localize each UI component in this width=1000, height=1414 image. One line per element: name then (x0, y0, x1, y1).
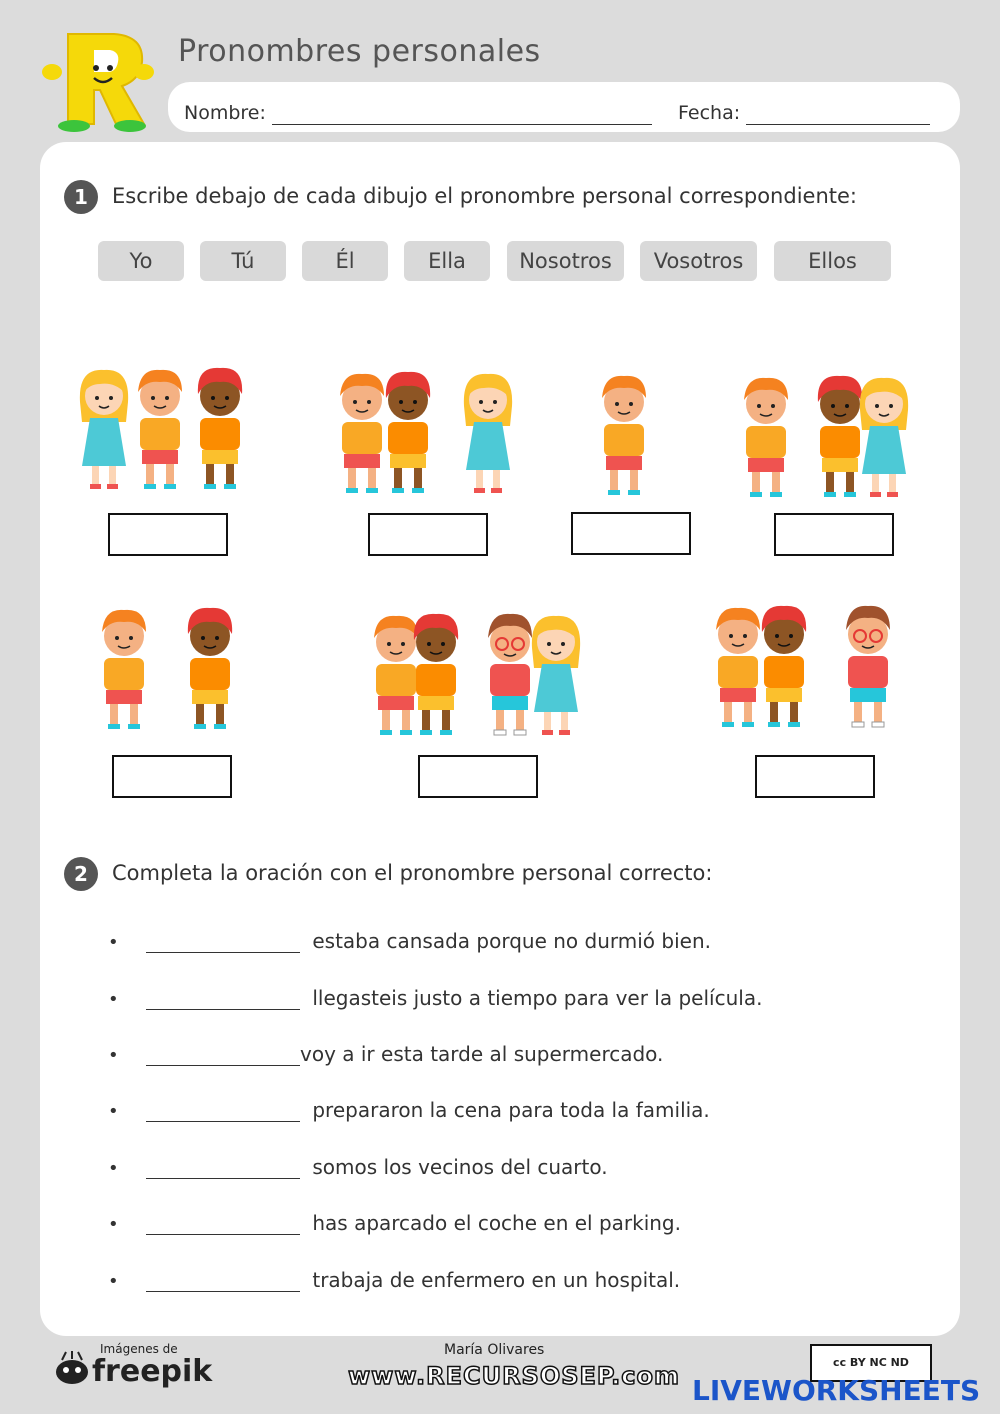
sentence-4: prepararon la cena para toda la familia. (146, 1098, 710, 1122)
letter-r-mascot-logo (38, 28, 156, 132)
exercise-2-instruction: Completa la oración con el pronombre personal correcto: (112, 861, 713, 885)
name-field[interactable] (272, 124, 652, 125)
exercise-1-instruction: Escribe debajo de cada dibujo el pronombre personal correspondiente: (112, 184, 857, 208)
fill-blank-1[interactable] (146, 930, 300, 953)
bullet: • (108, 989, 119, 1010)
pronoun-chip-yo[interactable]: Yo (98, 241, 184, 281)
bullet: • (108, 1045, 119, 1066)
date-label: Fecha: (678, 102, 741, 124)
liveworksheets-logo: LIVEWORKSHEETS (692, 1374, 981, 1407)
freepik-icon (52, 1350, 92, 1386)
fill-blank-3[interactable] (146, 1043, 300, 1066)
sentence-1: estaba cansada porque no durmió bien. (146, 929, 711, 953)
exercise-1-number: 1 (64, 180, 98, 214)
sentence-2: llegasteis justo a tiempo para ver la película. (146, 986, 762, 1010)
author-name: María Olivares (444, 1342, 545, 1358)
answer-box-6[interactable] (418, 755, 538, 798)
images-label: Imágenes de (100, 1342, 178, 1356)
bullet: • (108, 932, 119, 953)
answer-box-4[interactable] (774, 513, 894, 556)
fill-blank-5[interactable] (146, 1156, 300, 1179)
answer-box-2[interactable] (368, 513, 488, 556)
fill-blank-6[interactable] (146, 1212, 300, 1235)
name-label: Nombre: (184, 102, 266, 124)
answer-box-3[interactable] (571, 512, 691, 555)
fill-blank-2[interactable] (146, 987, 300, 1010)
date-field[interactable] (746, 124, 930, 125)
pronoun-chip-ellos[interactable]: Ellos (774, 241, 891, 281)
fill-blank-4[interactable] (146, 1099, 300, 1122)
pronoun-chip-el[interactable]: Él (302, 241, 388, 281)
pronoun-chip-nosotros[interactable]: Nosotros (507, 241, 624, 281)
website-link[interactable]: www.RECURSOSEP.com (348, 1362, 680, 1390)
sentence-5: somos los vecinos del cuarto. (146, 1155, 608, 1179)
cc-license-badge: cc BY NC ND (810, 1344, 932, 1382)
answer-box-5[interactable] (112, 755, 232, 798)
bullet: • (108, 1101, 119, 1122)
pronoun-chip-vosotros[interactable]: Vosotros (640, 241, 757, 281)
bullet: • (108, 1271, 119, 1292)
answer-box-1[interactable] (108, 513, 228, 556)
fill-blank-7[interactable] (146, 1269, 300, 1292)
page-title: Pronombres personales (178, 34, 541, 69)
bullet: • (108, 1214, 119, 1235)
answer-box-7[interactable] (755, 755, 875, 798)
bullet: • (108, 1158, 119, 1179)
freepik-logo-text: freepik (92, 1354, 213, 1389)
sentence-3: voy a ir esta tarde al supermercado. (146, 1042, 663, 1066)
sentence-6: has aparcado el coche en el parking. (146, 1211, 681, 1235)
exercise-2-number: 2 (64, 857, 98, 891)
sentence-7: trabaja de enfermero en un hospital. (146, 1268, 680, 1292)
pronoun-chip-tu[interactable]: Tú (200, 241, 286, 281)
name-date-bar (168, 82, 960, 132)
pronoun-chip-ella[interactable]: Ella (404, 241, 490, 281)
